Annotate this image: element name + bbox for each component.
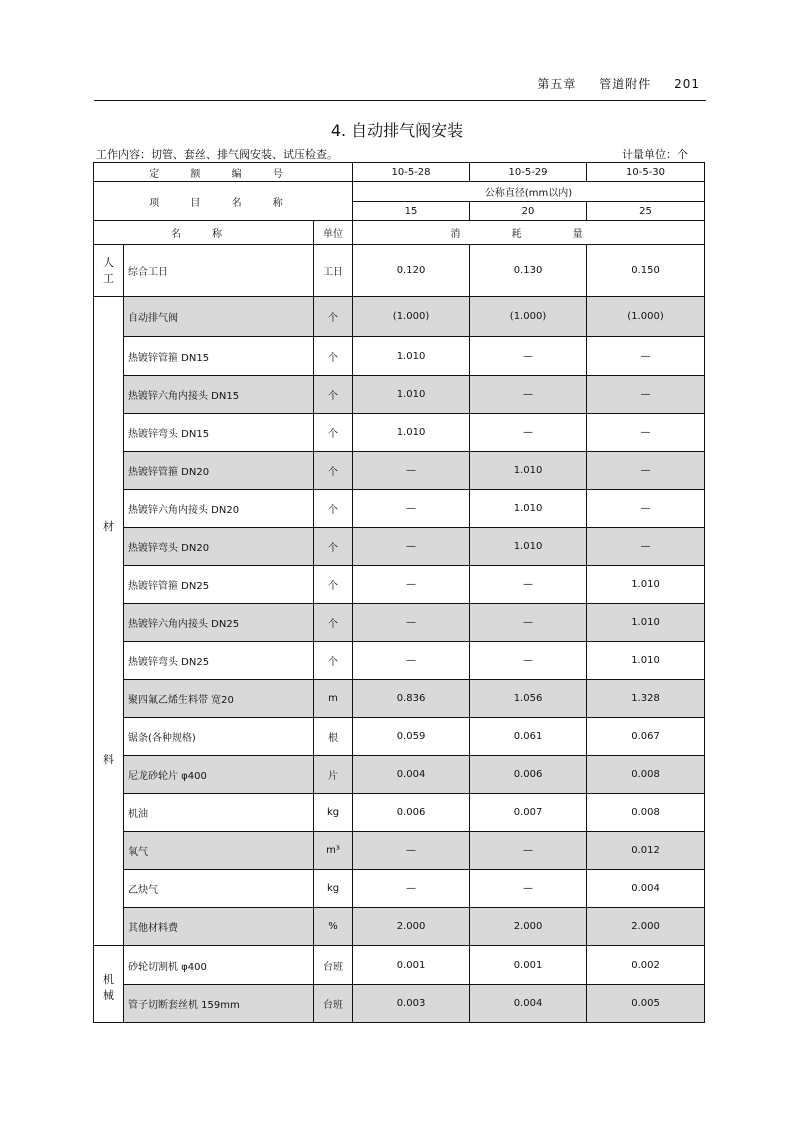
consumption-value: —	[470, 376, 587, 414]
item-name-label: 项 目 名 称	[94, 182, 353, 221]
item-unit: 台班	[314, 985, 353, 1023]
consumption-value: 2.000	[353, 908, 470, 946]
consumption-value: 0.006	[470, 756, 587, 794]
consumption-value: —	[353, 452, 470, 490]
table-row	[94, 718, 705, 756]
item-name: 其他材料费	[124, 908, 314, 946]
consumption-value: —	[587, 528, 705, 566]
consumption-value: —	[587, 376, 705, 414]
item-name: 锯条(各种规格)	[124, 718, 314, 756]
consumption-value: —	[470, 414, 587, 452]
consumption-value: 0.061	[470, 718, 587, 756]
table-row	[94, 680, 705, 718]
consumption-value: 0.004	[587, 870, 705, 908]
consumption-value: —	[587, 490, 705, 528]
consumption-value: 1.010	[353, 376, 470, 414]
consumption-value: 1.010	[470, 528, 587, 566]
item-name: 综合工日	[124, 245, 314, 297]
consumption-value: —	[470, 566, 587, 604]
consumption-value: —	[353, 642, 470, 680]
consumption-value: 1.010	[470, 452, 587, 490]
item-unit: 个	[314, 604, 353, 642]
consumption-value: 0.006	[353, 794, 470, 832]
consumption-value: —	[353, 870, 470, 908]
category-char: 械	[103, 989, 114, 1002]
consumption-value: (1.000)	[587, 297, 705, 337]
item-name: 热镀锌六角内接头 DN20	[124, 490, 314, 528]
chapter-title: 管道附件	[599, 77, 652, 91]
quota-code-label: 定 额 编 号	[94, 163, 353, 182]
item-name: 热镀锌六角内接头 DN25	[124, 604, 314, 642]
consumption-value: —	[470, 642, 587, 680]
consumption-value: 0.007	[470, 794, 587, 832]
consumption-value: (1.000)	[353, 297, 470, 337]
item-unit: 个	[314, 376, 353, 414]
item-unit: 工日	[314, 245, 353, 297]
consumption-value: 0.836	[353, 680, 470, 718]
item-name: 管子切断套丝机 159mm	[124, 985, 314, 1023]
consumption-value: 0.001	[470, 946, 587, 985]
consumption-value: —	[470, 870, 587, 908]
consumption-value: 0.003	[353, 985, 470, 1023]
item-name: 热镀锌六角内接头 DN15	[124, 376, 314, 414]
item-unit: kg	[314, 794, 353, 832]
consumption-value: 1.010	[587, 566, 705, 604]
consumption-value: —	[353, 604, 470, 642]
item-name: 砂轮切割机 φ400	[124, 946, 314, 985]
consumption-value: 0.130	[470, 245, 587, 297]
diameter-value: 20	[470, 202, 587, 221]
item-unit: 台班	[314, 946, 353, 985]
table-row	[94, 337, 705, 376]
consumption-header: 消 耗 量	[353, 221, 705, 245]
work-content: 工作内容：切管、套丝、排气阀安装、试压检查。	[96, 148, 338, 161]
diameter-label: 公称直径(mm以内)	[353, 182, 705, 202]
consumption-value: —	[587, 337, 705, 376]
item-unit: %	[314, 908, 353, 946]
table-row	[94, 870, 705, 908]
diameter-value: 15	[353, 202, 470, 221]
table-row	[94, 452, 705, 490]
consumption-value: 1.010	[353, 337, 470, 376]
item-name: 机油	[124, 794, 314, 832]
table-row	[94, 297, 705, 337]
consumption-value: 0.004	[353, 756, 470, 794]
table-row	[94, 832, 705, 870]
consumption-value: 0.002	[587, 946, 705, 985]
table-row	[94, 642, 705, 680]
item-unit: 个	[314, 490, 353, 528]
category-cell-labor	[94, 245, 124, 297]
item-name: 热镀锌弯头 DN15	[124, 414, 314, 452]
section-title: 4. 自动排气阀安装	[330, 121, 464, 140]
category-char: 料	[103, 753, 114, 766]
item-unit: kg	[314, 870, 353, 908]
diameter-value: 25	[587, 202, 705, 221]
measurement-unit-note: 计量单位：个	[622, 148, 688, 161]
quota-code: 10-5-29	[470, 163, 587, 182]
table-row	[94, 245, 705, 297]
consumption-value: 0.012	[587, 832, 705, 870]
item-name: 自动排气阀	[124, 297, 314, 337]
quota-code: 10-5-30	[587, 163, 705, 182]
quota-code: 10-5-28	[353, 163, 470, 182]
table-row	[94, 376, 705, 414]
header-rule	[94, 100, 706, 101]
diameter-header-row	[94, 182, 705, 202]
page-number: 201	[674, 77, 700, 91]
consumption-value: —	[470, 604, 587, 642]
category-cell-material	[94, 297, 124, 946]
column-header-row	[94, 221, 705, 245]
consumption-value: 1.010	[470, 490, 587, 528]
consumption-value: 0.005	[587, 985, 705, 1023]
table-row	[94, 985, 705, 1023]
consumption-value: 0.120	[353, 245, 470, 297]
category-char: 材	[103, 520, 114, 533]
consumption-value: 0.067	[587, 718, 705, 756]
item-name: 氧气	[124, 832, 314, 870]
item-unit: m³	[314, 832, 353, 870]
running-head	[519, 75, 700, 92]
item-name: 热镀锌管箍 DN15	[124, 337, 314, 376]
table-row	[94, 908, 705, 946]
item-unit: 个	[314, 528, 353, 566]
item-name: 尼龙砂轮片 φ400	[124, 756, 314, 794]
item-unit: m	[314, 680, 353, 718]
consumption-value: 1.056	[470, 680, 587, 718]
consumption-value: 1.010	[353, 414, 470, 452]
table-row	[94, 756, 705, 794]
item-name: 乙炔气	[124, 870, 314, 908]
consumption-value: 0.001	[353, 946, 470, 985]
consumption-value: —	[353, 528, 470, 566]
table-row	[94, 604, 705, 642]
consumption-value: 2.000	[470, 908, 587, 946]
unit-column-header: 单位	[314, 221, 353, 245]
consumption-value: 0.008	[587, 794, 705, 832]
consumption-value: —	[587, 414, 705, 452]
consumption-value: —	[470, 832, 587, 870]
consumption-value: —	[353, 832, 470, 870]
category-char: 工	[103, 271, 114, 285]
item-unit: 个	[314, 337, 353, 376]
item-unit: 个	[314, 452, 353, 490]
table-row	[94, 528, 705, 566]
item-unit: 个	[314, 414, 353, 452]
category-cell-machine	[94, 946, 124, 1023]
table-row	[94, 414, 705, 452]
item-unit: 片	[314, 756, 353, 794]
consumption-value: 2.000	[587, 908, 705, 946]
table-row	[94, 946, 705, 985]
category-char: 人	[103, 255, 114, 269]
table-row	[94, 566, 705, 604]
quota-code-row	[94, 163, 705, 182]
consumption-value: —	[353, 566, 470, 604]
item-name: 热镀锌管箍 DN20	[124, 452, 314, 490]
consumption-value: 0.004	[470, 985, 587, 1023]
consumption-value: 1.010	[587, 642, 705, 680]
consumption-value: —	[470, 337, 587, 376]
item-name: 热镀锌弯头 DN25	[124, 642, 314, 680]
consumption-value: 1.328	[587, 680, 705, 718]
item-unit: 个	[314, 297, 353, 337]
category-char: 机	[103, 973, 114, 986]
consumption-value: 0.150	[587, 245, 705, 297]
item-name: 聚四氟乙烯生料带 宽20	[124, 680, 314, 718]
chapter-label: 第五章	[537, 77, 577, 91]
item-unit: 根	[314, 718, 353, 756]
name-column-header: 名 称	[94, 221, 314, 245]
consumption-value: (1.000)	[470, 297, 587, 337]
item-name: 热镀锌管箍 DN25	[124, 566, 314, 604]
consumption-value: 0.008	[587, 756, 705, 794]
item-unit: 个	[314, 642, 353, 680]
consumption-value: 1.010	[587, 604, 705, 642]
item-unit: 个	[314, 566, 353, 604]
consumption-value: 0.059	[353, 718, 470, 756]
quota-table	[93, 162, 705, 1023]
consumption-value: —	[587, 452, 705, 490]
table-row	[94, 794, 705, 832]
table-row	[94, 490, 705, 528]
consumption-value: —	[353, 490, 470, 528]
item-name: 热镀锌弯头 DN20	[124, 528, 314, 566]
